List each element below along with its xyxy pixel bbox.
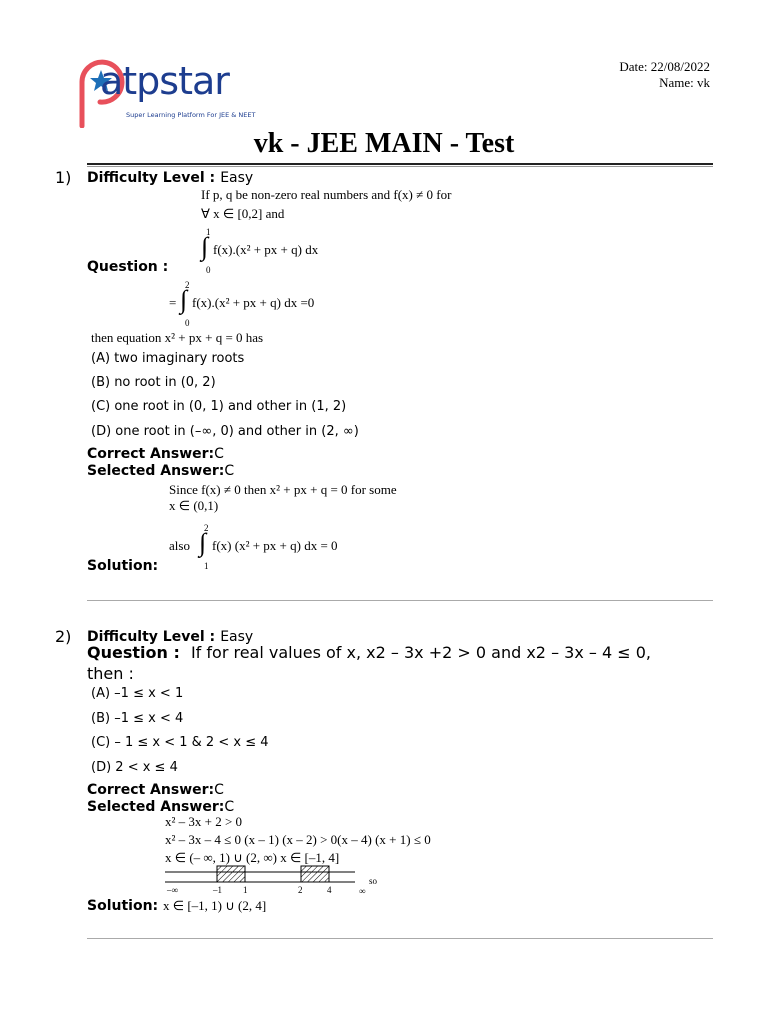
student-name: Name: vk <box>659 75 710 90</box>
option-a: (A) –1 ≤ x < 1 <box>91 686 184 701</box>
selected-answer-value: C <box>224 463 235 479</box>
hatched-interval <box>217 866 245 882</box>
option-c: (C) – 1 ≤ x < 1 & 2 < x ≤ 4 <box>91 735 269 750</box>
solution-label: Solution: <box>87 898 159 914</box>
question-label: Question : <box>87 643 180 662</box>
option-b: (B) –1 ≤ x < 4 <box>91 711 184 726</box>
question-text-cont: then : <box>87 664 134 683</box>
solution-label: Solution: <box>87 558 159 574</box>
solution-line: Since f(x) ≠ 0 then x² + px + q = 0 for some <box>169 482 397 497</box>
selected-answer-label: Selected Answer: <box>87 799 225 815</box>
option-a: (A) two imaginary roots <box>91 351 245 366</box>
integral-upper-limit: 1 <box>206 227 211 237</box>
solution-final: x ∈ [–1, 1) ∪ (2, 4] <box>163 898 267 913</box>
difficulty-row <box>87 167 253 186</box>
integral-lower-limit: 1 <box>204 561 209 571</box>
question-number: 1) <box>55 168 72 187</box>
difficulty-value: Easy <box>220 629 254 645</box>
selected-answer-value: C <box>224 799 235 815</box>
solution-line: x ∈ (0,1) <box>169 498 219 513</box>
page-title: vk - JEE MAIN - Test <box>253 128 515 159</box>
test-date: Date: 22/08/2022 <box>619 59 710 74</box>
selected-answer-row <box>87 796 234 815</box>
difficulty-label: Difficulty Level : <box>87 170 216 186</box>
integral-lower-limit: 0 <box>206 265 211 275</box>
option-c: (C) one root in (0, 1) and other in (1, 2) <box>91 399 347 414</box>
integral-expression: f(x) (x² + px + q) dx = 0 <box>212 538 338 553</box>
hatched-interval <box>301 866 329 882</box>
difficulty-label: Difficulty Level : <box>87 629 216 645</box>
question-text: If for real values of x, x2 – 3x +2 > 0 and x2 – 3x – 4 ≤ 0, <box>190 643 651 662</box>
difficulty-value: Easy <box>220 170 254 186</box>
integral-expression: f(x).(x² + px + q) dx <box>213 242 319 257</box>
option-d: (D) 2 < x ≤ 4 <box>91 760 178 775</box>
correct-answer-label: Correct Answer: <box>87 446 215 462</box>
question-stem-line: ∀ x ∈ [0,2] and <box>201 206 285 221</box>
correct-answer-value: C <box>214 782 224 798</box>
number-line-so: so <box>369 876 378 886</box>
correct-answer-value: C <box>214 446 224 462</box>
question-label: Question : <box>87 259 169 275</box>
integral-expression: f(x).(x² + px + q) dx =0 <box>192 295 315 310</box>
integral-upper-limit: 2 <box>204 523 209 533</box>
number-line-tick: –∞ <box>167 885 178 895</box>
correct-answer-label: Correct Answer: <box>87 782 215 798</box>
question-row <box>87 643 727 662</box>
solution-line: x² – 3x – 4 ≤ 0 (x – 1) (x – 2) > 0(x – 4) (x + 1) ≤ 0 <box>165 832 431 847</box>
number-line-tick: –1 <box>213 885 222 895</box>
solution-line: x ∈ (– ∞, 1) ∪ (2, ∞) x ∈ [–1, 4] <box>165 850 340 865</box>
selected-answer-row <box>87 460 234 479</box>
option-d: (D) one root in (–∞, 0) and other in (2, ∞) <box>91 424 359 439</box>
question-stem-line: If p, q be non-zero real numbers and f(x) ≠ 0 for <box>201 187 452 202</box>
question-stem-end: then equation x² + px + q = 0 has <box>91 330 264 345</box>
integral-sign-icon: ∫ <box>201 232 209 261</box>
title-divider <box>87 163 713 165</box>
question-divider <box>87 600 713 601</box>
number-line-tick: 4 <box>327 885 332 895</box>
equals-sign: = <box>169 295 177 310</box>
question-number: 2) <box>55 627 72 646</box>
integral-sign-icon: ∫ <box>199 528 207 557</box>
brand-name: atpstar <box>100 59 229 103</box>
solution-line: x² – 3x + 2 > 0 <box>165 814 243 829</box>
number-line-tick: 2 <box>298 885 303 895</box>
integral-sign-icon: ∫ <box>180 285 188 314</box>
number-line-tick: 1 <box>243 885 248 895</box>
brand-tagline: Super Learning Platform For JEE & NEET <box>126 111 256 119</box>
selected-answer-label: Selected Answer: <box>87 463 225 479</box>
number-line-diagram <box>163 862 383 896</box>
integral-upper-limit: 2 <box>185 280 190 290</box>
question-divider <box>87 938 713 939</box>
solution-also: also <box>169 538 190 553</box>
option-b: (B) no root in (0, 2) <box>91 375 216 390</box>
integral-lower-limit: 0 <box>185 318 190 328</box>
number-line-tick: ∞ <box>359 886 366 896</box>
